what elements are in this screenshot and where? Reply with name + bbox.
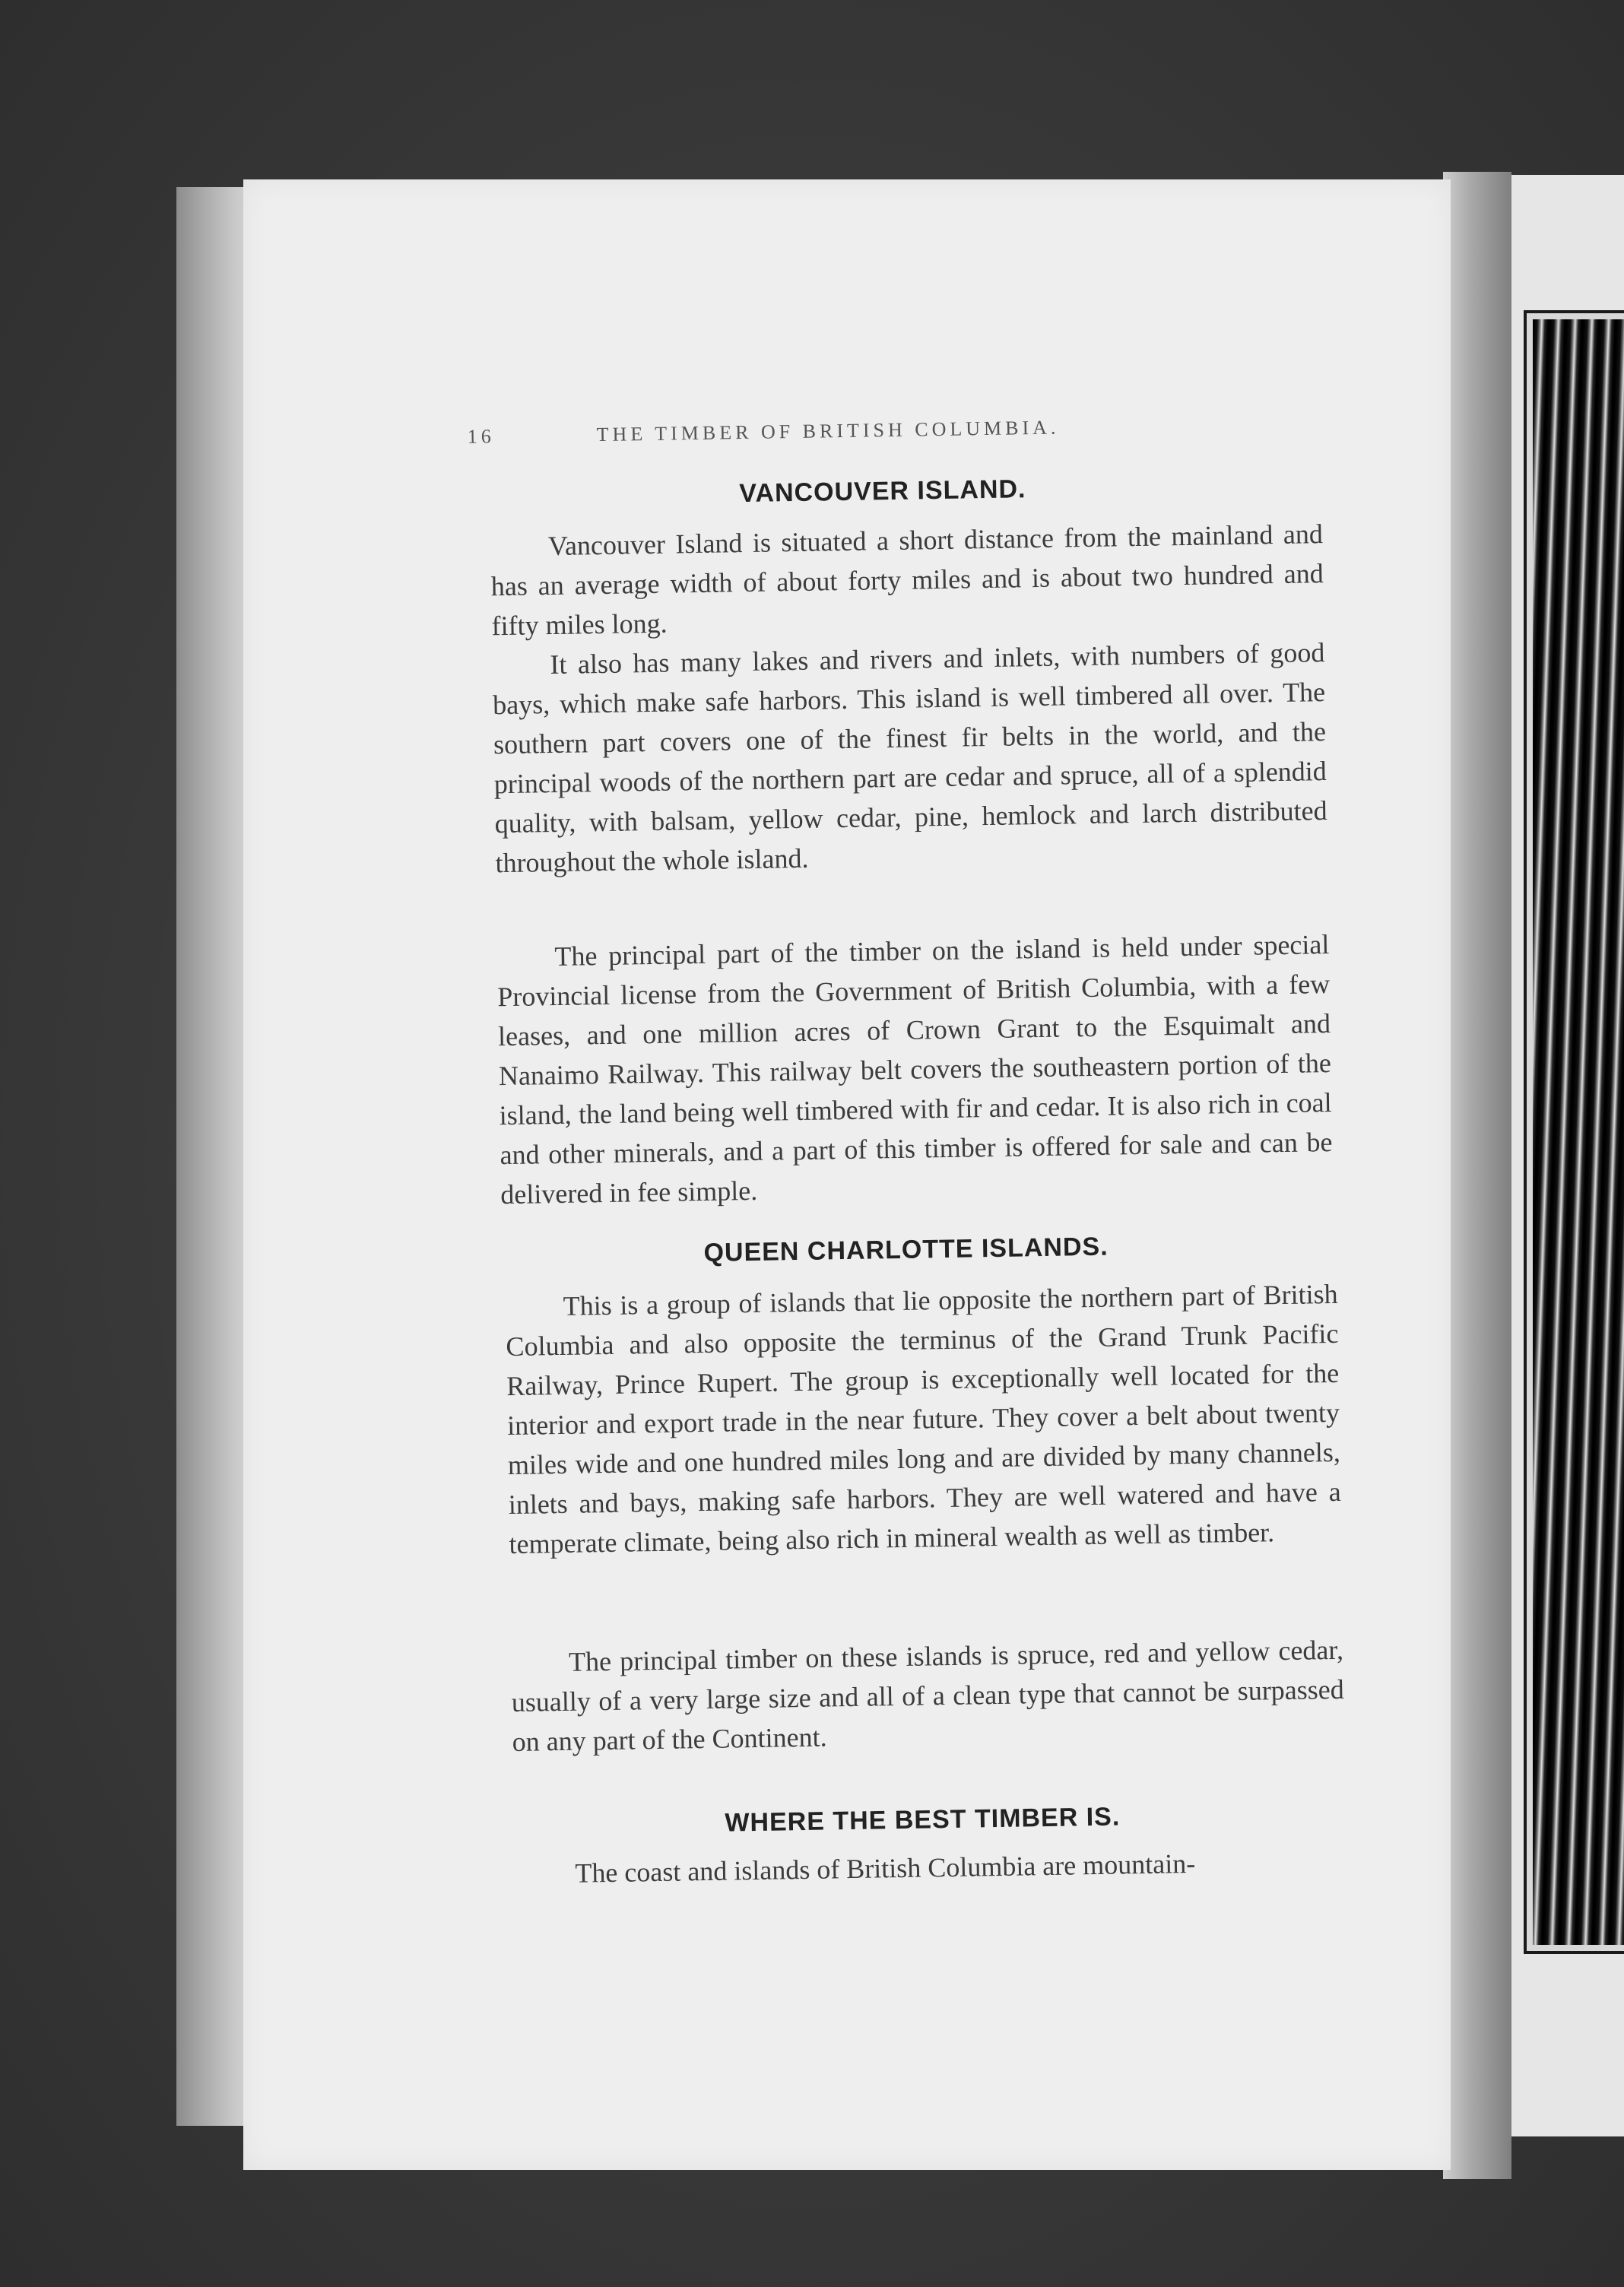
- paragraph-queen-charlotte-1: This is a group of islands that lie opposite the northern part of British Columbia and also opposite the terminus of the Grand Trunk Pacific Railway, Prince Rupert. The group is exceptionally well located for the interior and export trade in the near future. They cover a belt about twenty miles wide and one hundred miles long and are divided by many channels, inlets and bays, making safe harbors. They are well watered and have a temperate climate, being also rich in mineral wealth as well as timber.: [506, 1278, 1341, 1560]
- page-content: [228, 170, 1467, 2180]
- page-number: 16: [467, 425, 495, 448]
- paragraph-queen-charlotte-2: The principal timber on these islands is spruce, red and yellow cedar, usually of a very large size and all of a clean type that cannot be surpassed on any part of the Continent.: [511, 1634, 1345, 1758]
- paragraph-vancouver-3: The principal part of the timber on the island is held under special Provincial license from the Government of British Columbia, with a few leases, and one million acres of Crown Grant to the Esquimalt and Nanaimo Railway. This railway belt covers the southeastern portion of the island, the land being well timbered with fir and cedar. It is also rich in coal and other minerals, and a part of this timber is offered for sale and can be delivered in fee simple.: [496, 929, 1333, 1210]
- running-title: THE TIMBER OF BRITISH COLUMBIA.: [596, 416, 1060, 446]
- paragraph-vancouver-1: Vancouver Island is situated a short distance from the mainland and has an average width of about forty miles and is about two hundred and fifty miles long.: [490, 519, 1324, 642]
- paragraph-vancouver-2: It also has many lakes and rivers and inlets, with numbers of good bays, which make safe harbors. This island is well timbered all over. The southern part covers one of the finest fir belts in the world, and the principal woods of the northern part are cedar and spruce, all of a splendid quality, with balsam, yellow cedar, pine, hemlock and larch distributed throughout the whole island.: [492, 637, 1327, 879]
- section-heading-vancouver-island: VANCOUVER ISLAND.: [739, 474, 1026, 509]
- section-heading-queen-charlotte: QUEEN CHARLOTTE ISLANDS.: [703, 1232, 1109, 1267]
- section-heading-best-timber: WHERE THE BEST TIMBER IS.: [725, 1802, 1121, 1838]
- book-page: [243, 179, 1451, 2170]
- paragraph-best-timber-1: The coast and islands of British Columbia are mountain-: [575, 1848, 1196, 1889]
- tree-bark-photograph: [1533, 319, 1624, 1945]
- running-head: [467, 411, 1410, 455]
- facing-page-photo-plate: [1524, 310, 1624, 1954]
